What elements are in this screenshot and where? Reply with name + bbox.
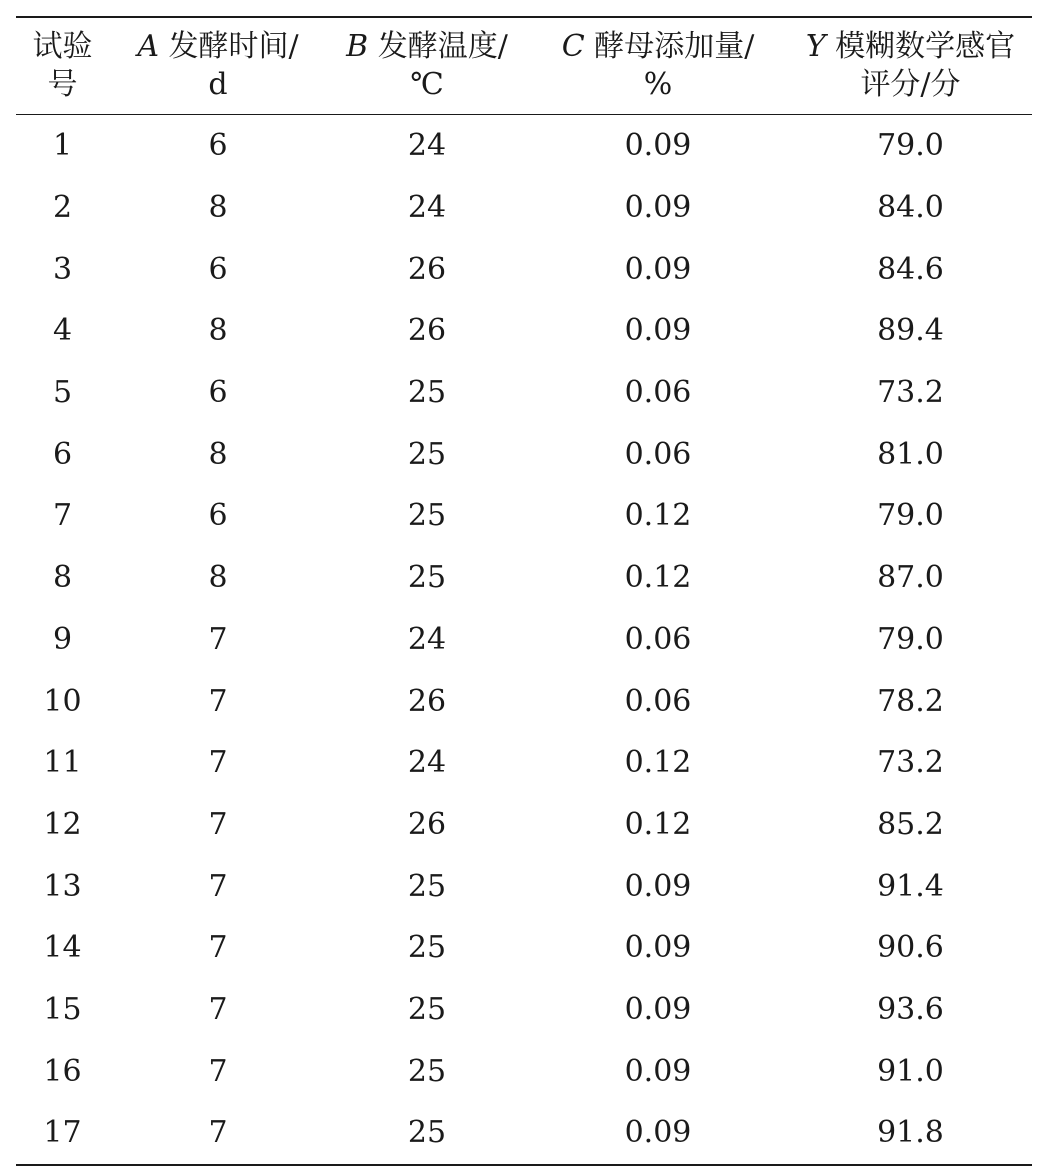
table-row [16, 1040, 1032, 1102]
cell-sensory-score: 91.4 [877, 868, 944, 904]
table-body [16, 115, 1032, 1165]
table-row [16, 547, 1032, 609]
header-line-1 [109, 28, 327, 66]
table-row [16, 362, 1032, 424]
table-row [16, 670, 1032, 732]
header-variable: C [561, 29, 585, 64]
cell-fermentation-temperature: 26 [407, 683, 447, 719]
header-text: 发酵温度/ [377, 29, 508, 64]
table-row [16, 1102, 1032, 1165]
table-row [16, 177, 1032, 239]
cell-trial-number: 7 [52, 498, 73, 534]
table-row [16, 300, 1032, 362]
cell-fermentation-time: 6 [208, 498, 228, 534]
cell-trial-number: 4 [52, 313, 73, 349]
cell-trial-number: 1 [52, 128, 73, 164]
header-line-1 [327, 28, 527, 66]
cell-fermentation-temperature: 24 [407, 128, 447, 164]
header-text: 发酵时间/ [168, 29, 299, 64]
cell-sensory-score: 84.6 [877, 251, 944, 287]
table-row [16, 485, 1032, 547]
cell-trial-number: 2 [52, 190, 73, 226]
cell-yeast-amount: 0.09 [624, 313, 692, 349]
cell-yeast-amount: 0.06 [624, 436, 692, 472]
header-line-2: 评分/分 [860, 67, 961, 102]
cell-fermentation-temperature: 25 [407, 498, 447, 534]
header-fermentation-time [109, 17, 327, 115]
table-row [16, 979, 1032, 1041]
header-trial-number [16, 17, 109, 115]
cell-yeast-amount: 0.09 [624, 128, 692, 164]
table-header [16, 17, 1032, 115]
cell-fermentation-temperature: 24 [407, 190, 447, 226]
cell-sensory-score: 81.0 [877, 436, 944, 472]
header-row [16, 17, 1032, 115]
header-line-1 [16, 28, 109, 66]
cell-yeast-amount: 0.09 [624, 991, 692, 1027]
cell-trial-number: 8 [52, 560, 73, 596]
cell-sensory-score: 84.0 [877, 190, 944, 226]
header-text: 试验 [32, 29, 93, 64]
table-row [16, 115, 1032, 177]
cell-yeast-amount: 0.12 [624, 745, 692, 781]
table-row [16, 855, 1032, 917]
cell-trial-number: 14 [43, 930, 82, 966]
cell-sensory-score: 93.6 [877, 991, 944, 1027]
cell-sensory-score: 89.4 [877, 313, 944, 349]
cell-sensory-score: 78.2 [877, 683, 944, 719]
header-line-2: ℃ [410, 67, 444, 102]
cell-trial-number: 11 [43, 745, 82, 781]
cell-fermentation-temperature: 25 [407, 1115, 447, 1151]
cell-yeast-amount: 0.12 [624, 498, 692, 534]
cell-yeast-amount: 0.06 [624, 683, 692, 719]
cell-yeast-amount: 0.06 [624, 621, 692, 657]
header-line-2: 号 [47, 67, 78, 102]
cell-yeast-amount: 0.09 [624, 190, 692, 226]
table-row [16, 423, 1032, 485]
cell-yeast-amount: 0.12 [624, 806, 692, 842]
cell-fermentation-time: 7 [208, 991, 228, 1027]
cell-trial-number: 6 [52, 436, 73, 472]
header-line-1 [527, 28, 789, 66]
cell-fermentation-temperature: 25 [407, 1053, 447, 1089]
cell-sensory-score: 79.0 [877, 498, 944, 534]
table-row [16, 794, 1032, 856]
header-sensory-score [789, 17, 1032, 115]
results-table-container [16, 16, 1032, 1166]
cell-fermentation-time: 7 [208, 621, 228, 657]
cell-fermentation-time: 6 [208, 251, 228, 287]
cell-yeast-amount: 0.12 [624, 560, 692, 596]
cell-trial-number: 12 [43, 806, 82, 842]
cell-yeast-amount: 0.09 [624, 251, 692, 287]
cell-sensory-score: 85.2 [877, 806, 944, 842]
cell-fermentation-time: 7 [208, 930, 228, 966]
header-text: 酵母添加量/ [594, 29, 755, 64]
cell-trial-number: 15 [43, 991, 82, 1027]
cell-fermentation-time: 8 [208, 436, 228, 472]
cell-sensory-score: 91.0 [877, 1053, 944, 1089]
header-line-2: % [643, 67, 673, 102]
cell-fermentation-temperature: 25 [407, 375, 447, 411]
cell-yeast-amount: 0.09 [624, 868, 692, 904]
table-row [16, 732, 1032, 794]
cell-yeast-amount: 0.09 [624, 1053, 692, 1089]
cell-sensory-score: 73.2 [877, 745, 944, 781]
cell-yeast-amount: 0.09 [624, 930, 692, 966]
cell-trial-number: 9 [52, 621, 73, 657]
cell-fermentation-time: 6 [208, 375, 228, 411]
cell-fermentation-time: 7 [208, 806, 228, 842]
cell-fermentation-temperature: 25 [407, 436, 447, 472]
cell-fermentation-time: 7 [208, 745, 228, 781]
cell-sensory-score: 79.0 [877, 621, 944, 657]
header-variable: Y [805, 29, 826, 64]
cell-fermentation-temperature: 26 [407, 251, 447, 287]
header-line-1 [789, 28, 1032, 66]
cell-fermentation-temperature: 25 [407, 991, 447, 1027]
header-line-2: d [208, 67, 228, 102]
cell-sensory-score: 73.2 [877, 375, 944, 411]
cell-fermentation-temperature: 24 [407, 621, 447, 657]
results-table [16, 16, 1032, 1166]
cell-fermentation-time: 7 [208, 868, 228, 904]
cell-fermentation-time: 7 [208, 683, 228, 719]
cell-fermentation-time: 8 [208, 190, 228, 226]
cell-fermentation-time: 6 [208, 128, 228, 164]
cell-fermentation-temperature: 25 [407, 868, 447, 904]
cell-sensory-score: 91.8 [877, 1115, 944, 1151]
table-row [16, 609, 1032, 671]
cell-trial-number: 13 [43, 868, 82, 904]
cell-yeast-amount: 0.09 [624, 1115, 692, 1151]
cell-fermentation-time: 8 [208, 560, 228, 596]
cell-fermentation-time: 8 [208, 313, 228, 349]
table-row [16, 917, 1032, 979]
cell-fermentation-temperature: 26 [407, 806, 447, 842]
cell-sensory-score: 90.6 [877, 930, 944, 966]
cell-fermentation-temperature: 26 [407, 313, 447, 349]
cell-fermentation-temperature: 24 [407, 745, 447, 781]
cell-trial-number: 3 [52, 251, 73, 287]
cell-sensory-score: 79.0 [877, 128, 944, 164]
cell-fermentation-time: 7 [208, 1115, 228, 1151]
cell-fermentation-temperature: 25 [407, 560, 447, 596]
cell-trial-number: 10 [43, 683, 82, 719]
cell-sensory-score: 87.0 [877, 560, 944, 596]
table-row [16, 238, 1032, 300]
header-text: 模糊数学感官 [835, 29, 1016, 64]
cell-fermentation-time: 7 [208, 1053, 228, 1089]
cell-trial-number: 16 [43, 1053, 82, 1089]
cell-fermentation-temperature: 25 [407, 930, 447, 966]
header-variable: B [346, 29, 369, 64]
header-variable: A [137, 29, 159, 64]
header-yeast-amount [527, 17, 789, 115]
header-fermentation-temperature [327, 17, 527, 115]
cell-trial-number: 5 [52, 375, 73, 411]
cell-yeast-amount: 0.06 [624, 375, 692, 411]
cell-trial-number: 17 [43, 1115, 82, 1151]
